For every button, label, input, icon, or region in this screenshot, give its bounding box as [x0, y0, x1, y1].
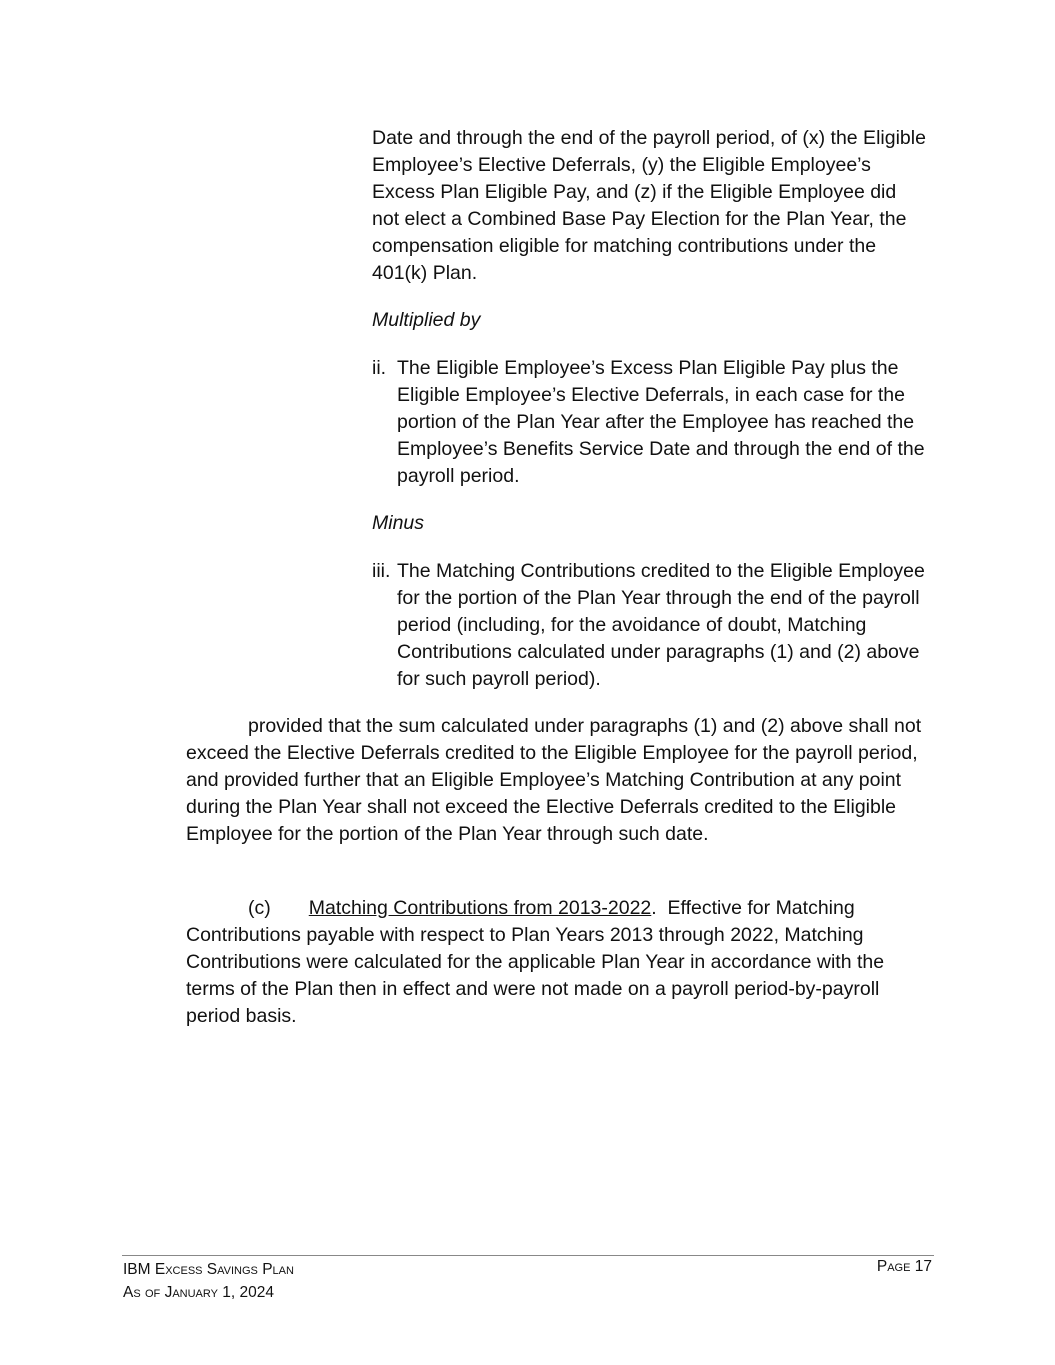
- section-c-paragraph: [186, 895, 926, 1030]
- list-item-ii: [372, 355, 932, 495]
- paragraph-i-continued: Date and through the end of the payroll period, of (x) the Eligible Employee’s Elective Deferrals, (y) the Eligible Employee’s Excess Plan Eligible Pay, and (z) if the Eligible Employee did not elect a Combined Base Pay Election for the Plan Year, the compensation eligible for matching contributions under the 401(k) Plan.: [372, 127, 926, 284]
- list-item-iii: [372, 558, 932, 698]
- list-item-iii-number: iii.: [372, 560, 391, 582]
- section-c-heading: Matching Contributions from 2013-2022: [308, 897, 652, 919]
- section-c-heading-period: .: [651, 897, 657, 919]
- section-c-label: (c): [248, 897, 271, 919]
- footer-divider: [122, 1255, 934, 1256]
- minus-label: Minus: [372, 512, 425, 534]
- footer-page-number: Page 17: [876, 1258, 932, 1275]
- list-item-ii-number: ii.: [372, 357, 387, 379]
- footer-as-of-date: As of January 1, 2024: [123, 1284, 274, 1301]
- list-item-iii-text: The Matching Contributions credited to the Eligible Employee for the portion of the Plan Year through the end of the payroll period (including, for the avoidance of doubt, Matching Contributions calculated under paragraphs (1) and (2) above for such payroll period).: [397, 560, 925, 690]
- footer-plan-name: IBM Excess Savings Plan: [123, 1261, 294, 1278]
- proviso-paragraph: provided that the sum calculated under paragraphs (1) and (2) above shall not exceed the Elective Deferrals credited to the Eligible Employee for the payroll period, and provided further that an Eligible Employee’s Matching Contribution at any point during the Plan Year shall not exceed the Elective Deferrals credited to the Eligible Employee for the portion of the Plan Year through such date.: [186, 715, 922, 845]
- list-item-ii-text: The Eligible Employee’s Excess Plan Eligible Pay plus the Eligible Employee’s Elective Deferrals, in each case for the portion of the Plan Year after the Employee has reached the Employee’s Benefits Service Date and through the end of the payroll period.: [397, 357, 925, 487]
- section-c-text: Effective for Matching Contributions payable with respect to Plan Years 2013 through 2022, Matching Contributions were calculated for the applicable Plan Year in accordance with the terms of the Plan then in effect and were not made on a payroll period-by-payroll period basis.: [186, 897, 885, 1027]
- multiplied-by-label: Multiplied by: [372, 309, 481, 331]
